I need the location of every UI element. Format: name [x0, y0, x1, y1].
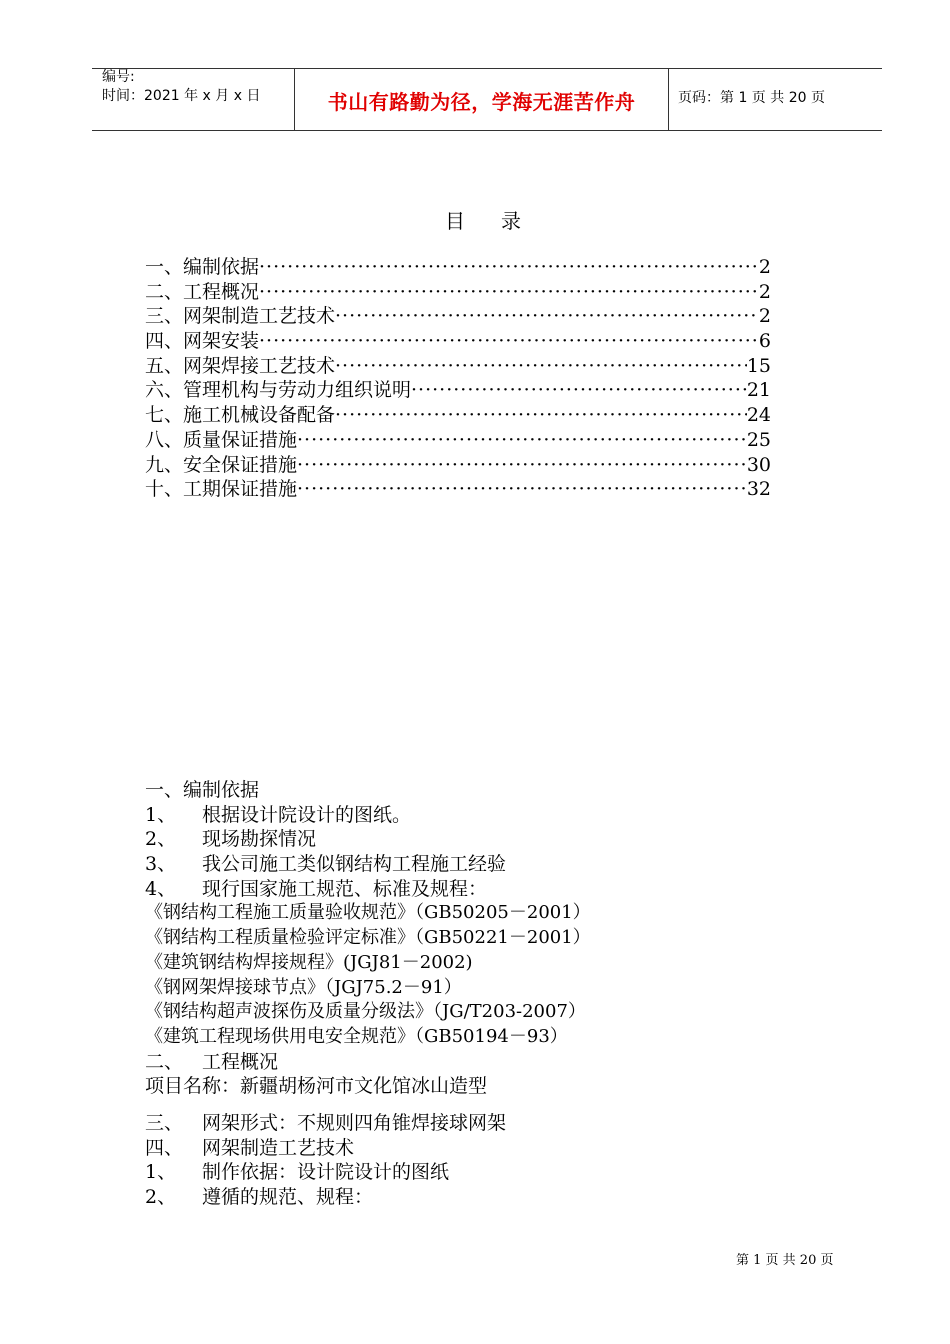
section-title: 网架制造工艺技术: [202, 1136, 355, 1159]
list-number: 2、: [145, 828, 177, 851]
list-text: 现行国家施工规范、标准及规程：: [202, 877, 488, 900]
toc-item-page: 15: [746, 354, 771, 377]
list-text: 根据设计院设计的图纸。: [202, 803, 412, 826]
header-right-cell: [668, 69, 882, 130]
list-item: [145, 827, 845, 852]
toc-title: 目录: [445, 209, 557, 233]
document-body: [145, 778, 845, 1210]
toc-leader-dots: [297, 453, 747, 478]
page-header: [92, 68, 882, 131]
toc-item[interactable]: [145, 378, 771, 403]
toc-item[interactable]: [145, 255, 771, 280]
list-item: [145, 1160, 845, 1185]
toc-leader-dots: [259, 255, 759, 280]
toc-item-page: 21: [746, 379, 771, 402]
header-number-label: 编号:: [102, 69, 135, 85]
toc-leader-dots: [297, 477, 747, 502]
list-item: [145, 1185, 845, 1210]
standard-reference: 《建筑钢结构焊接规程》(JGJ81－2002): [145, 951, 473, 973]
toc-item-label: 四、网架安装: [145, 330, 260, 353]
toc-leader-dots: [411, 378, 747, 403]
toc-leader-dots: [335, 354, 747, 379]
toc-item[interactable]: [145, 304, 771, 329]
toc-item[interactable]: [145, 453, 771, 478]
toc-item-label: 八、质量保证措施: [145, 428, 298, 451]
toc-item-label: 六、管理机构与劳动力组织说明: [145, 379, 412, 402]
toc-item[interactable]: [145, 354, 771, 379]
toc-item[interactable]: [145, 403, 771, 428]
toc-item-label: 九、安全保证措施: [145, 453, 298, 476]
list-text: 现场勘探情况: [202, 828, 317, 851]
toc-item-page: 30: [746, 453, 771, 476]
section-number: 三、: [145, 1111, 184, 1134]
page-footer: 第 1 页 共 20 页: [736, 1253, 834, 1268]
standard-reference: 《钢网架焊接球节点》（JGJ75.2－91）: [145, 976, 462, 998]
list-number: 4、: [145, 877, 177, 900]
toc-leader-dots: [259, 329, 759, 354]
toc-item-page: 25: [746, 428, 771, 451]
list-text: 制作依据：设计院设计的图纸: [202, 1161, 450, 1184]
toc-leader-dots: [335, 403, 747, 428]
section-title: 网架形式：不规则四角锥焊接球网架: [202, 1111, 507, 1134]
toc-item-label: 三、网架制造工艺技术: [145, 305, 336, 328]
toc-item[interactable]: [145, 428, 771, 453]
toc-leader-dots: [335, 304, 759, 329]
header-left-cell: [92, 69, 294, 130]
list-number: 3、: [145, 853, 177, 876]
table-of-contents: [145, 255, 771, 502]
list-item: [145, 852, 845, 877]
header-time-label: 时间：2021 年 x 月 x 日: [102, 88, 261, 104]
section-heading: [145, 1111, 845, 1136]
section-heading: [145, 1050, 845, 1075]
header-motto: 书山有路勤为径，学海无涯苦作舟: [327, 90, 636, 114]
section-number: 四、: [145, 1136, 184, 1159]
toc-item-page: 6: [758, 330, 771, 353]
list-text: 遵循的规范、规程：: [202, 1186, 374, 1208]
toc-item-page: 2: [758, 256, 771, 278]
toc-item-page: 2: [758, 280, 771, 303]
standard-reference: 《钢结构工程质量检验评定标准》（GB50221－2001）: [145, 927, 591, 949]
section-heading: 一、编制依据: [145, 779, 260, 801]
toc-item-label: 十、工期保证措施: [145, 478, 298, 501]
toc-item-label: 七、施工机械设备配备: [145, 404, 336, 427]
toc-item-label: 一、编制依据: [145, 256, 260, 278]
list-number: 1、: [145, 803, 177, 826]
section-title: 工程概况: [202, 1050, 279, 1073]
toc-item-label: 二、工程概况: [145, 280, 260, 303]
toc-item-label: 五、网架焊接工艺技术: [145, 354, 336, 377]
toc-item[interactable]: [145, 280, 771, 305]
section-number: 二、: [145, 1050, 184, 1073]
toc-leader-dots: [259, 280, 759, 305]
list-item: [145, 803, 845, 828]
toc-item-page: 2: [758, 305, 771, 328]
list-number: 1、: [145, 1161, 177, 1184]
standard-reference: 《建筑工程现场供用电安全规范》（GB50194－93）: [145, 1025, 568, 1047]
toc-item-page: 32: [746, 478, 771, 501]
spacer: [145, 1099, 845, 1111]
list-text: 我公司施工类似钢结构工程施工经验: [202, 853, 507, 876]
list-item: [145, 877, 845, 902]
standard-reference: 《钢结构工程施工质量验收规范》（GB50205－2001）: [145, 902, 591, 924]
toc-item[interactable]: [145, 329, 771, 354]
toc-leader-dots: [297, 428, 747, 453]
toc-item-page: 24: [746, 404, 771, 427]
header-page-info: 页码：第 1 页 共 20 页: [678, 90, 825, 106]
header-middle-cell: [294, 69, 669, 130]
toc-item[interactable]: [145, 477, 771, 502]
standard-reference: 《钢结构超声波探伤及质量分级法》（JG/T203-2007）: [145, 1001, 586, 1023]
project-name: 项目名称：新疆胡杨河市文化馆冰山造型: [145, 1075, 488, 1098]
section-heading: [145, 1136, 845, 1161]
list-number: 2、: [145, 1186, 177, 1208]
